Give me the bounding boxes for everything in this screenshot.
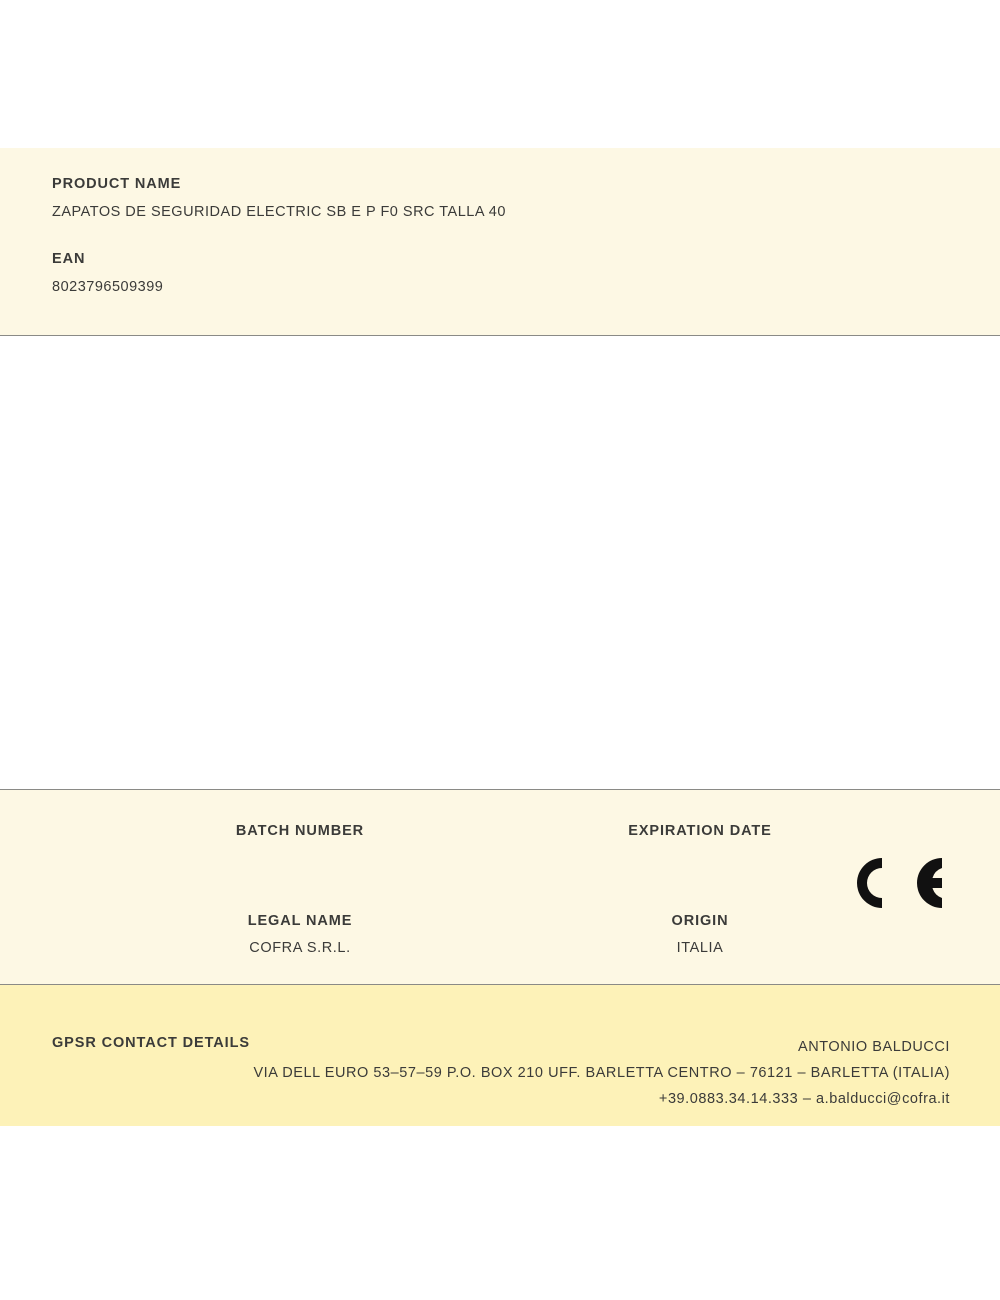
gpsr-contact-block xyxy=(0,985,1000,1126)
product-name-label: PRODUCT NAME xyxy=(52,176,182,192)
origin-cell xyxy=(600,913,800,956)
product-name-value: ZAPATOS DE SEGURIDAD ELECTRIC SB E P F0 SRC TALLA 40 xyxy=(52,204,506,220)
batch-number-cell xyxy=(0,823,600,866)
batch-origin-block xyxy=(0,789,1000,985)
expiration-date-label: EXPIRATION DATE xyxy=(628,823,772,839)
origin-value: ITALIA xyxy=(676,940,724,956)
origin-label: ORIGIN xyxy=(671,913,729,929)
legal-name-value: COFRA S.R.L. xyxy=(249,940,351,956)
product-info-block xyxy=(0,148,1000,336)
product-info-inner xyxy=(0,149,1000,295)
legal-name-label: LEGAL NAME xyxy=(247,913,353,929)
gpsr-address: VIA DELL EURO 53–57–59 P.O. BOX 210 UFF. BARLETTA CENTRO – 76121 – BARLETTA (ITALIA) xyxy=(253,1065,950,1081)
gpsr-contact-lines xyxy=(253,1034,950,1112)
legal-origin-row xyxy=(0,913,1000,956)
gpsr-contact-name: ANTONIO BALDUCCI xyxy=(798,1039,950,1055)
gpsr-title: GPSR CONTACT DETAILS xyxy=(52,1035,250,1051)
blank-content-area xyxy=(0,336,1000,789)
field-spacer xyxy=(52,220,948,251)
gpsr-phone-email: +39.0883.34.14.333 – a.balducci@cofra.it xyxy=(658,1091,950,1107)
ce-marking-icon xyxy=(842,852,952,914)
batch-number-label: BATCH NUMBER xyxy=(235,823,365,839)
expiration-date-value xyxy=(600,850,800,866)
expiration-date-cell xyxy=(600,823,800,866)
legal-name-cell xyxy=(0,913,600,956)
batch-number-value xyxy=(0,850,600,866)
ean-label: EAN xyxy=(52,251,86,267)
ean-value: 8023796509399 xyxy=(52,279,164,295)
bottom-blank-area xyxy=(0,1126,1000,1300)
